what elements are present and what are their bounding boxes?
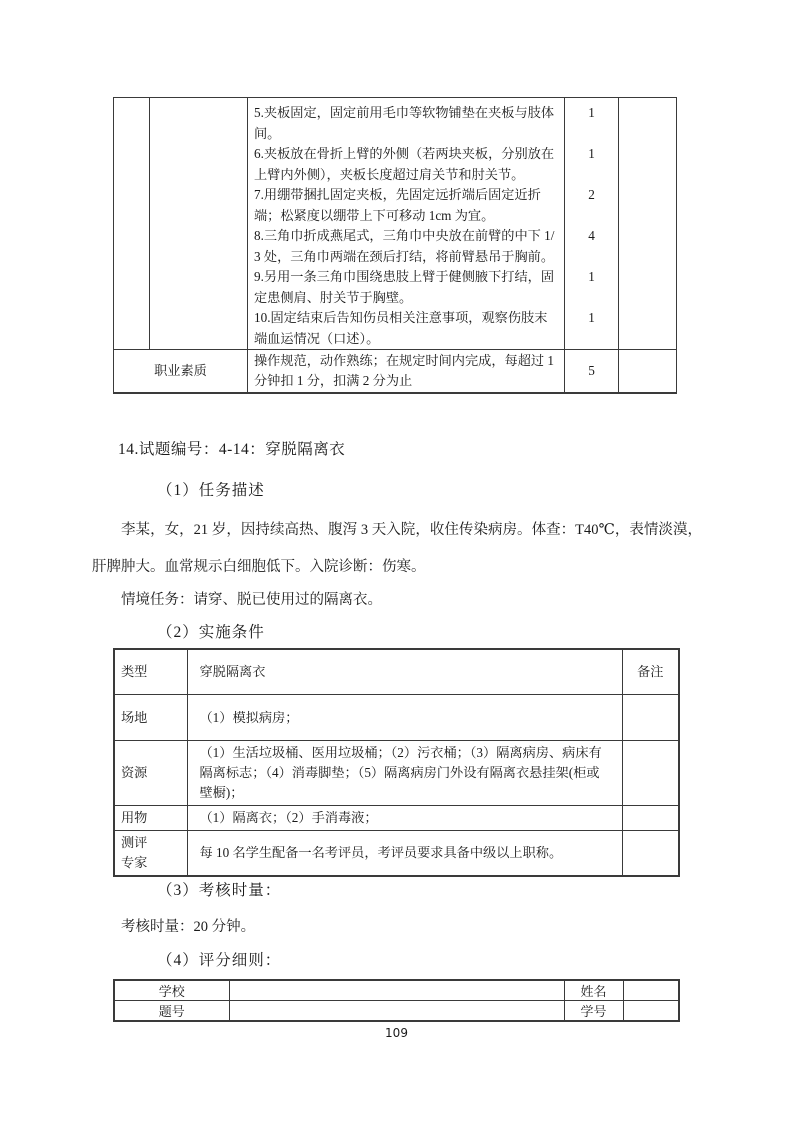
empty-cell	[619, 98, 677, 145]
note-cell	[622, 831, 679, 877]
page-number: 109	[385, 1026, 408, 1040]
conditions-table	[113, 648, 680, 877]
empty-cell	[114, 308, 150, 350]
step-text: 5.夹板固定，固定前用毛巾等软物铺垫在夹板与肢体间。	[248, 98, 565, 145]
name-value	[623, 980, 679, 1001]
empty-cell	[619, 185, 677, 226]
table-row	[114, 980, 679, 1001]
step-text: 9.另用一条三角巾围绕患肢上臂于健侧腋下打结，固定患侧肩、肘关节于胸壁。	[248, 267, 565, 308]
empty-cell	[150, 98, 248, 145]
quality-text: 操作规范，动作熟练；在规定时间内完成，每超过 1 分钟扣 1 分，扣满 2 分为止	[248, 350, 565, 394]
step-score: 1	[565, 98, 619, 145]
step-text: 10.固定结束后告知伤员相关注意事项，观察伤肢末端血运情况（口述）。	[248, 308, 565, 350]
question-value	[229, 1001, 564, 1022]
type-header: 类型	[114, 649, 187, 695]
conditions-heading: （2）实施条件	[157, 624, 265, 641]
quality-label: 职业素质	[114, 350, 248, 394]
student-id-label: 学号	[564, 1001, 623, 1022]
title-header: 穿脱隔离衣	[187, 649, 622, 695]
empty-cell	[150, 226, 248, 267]
task-paragraph: 李某，女，21 岁，因持续高热、腹泻 3 天入院，收住传染病房。体查：T40℃，表情淡漠，肝脾肿大。血常规示白细胞低下。入院诊断：伤寒。	[92, 522, 702, 575]
empty-cell	[619, 308, 677, 350]
time-heading: （3）考核时量：	[157, 882, 282, 899]
empty-cell	[150, 144, 248, 185]
row-label: 场地	[114, 695, 187, 741]
step-score: 4	[565, 226, 619, 267]
table-row	[114, 741, 679, 806]
step-row	[114, 226, 677, 267]
row-content: （1）模拟病房；	[187, 695, 622, 741]
quality-score: 5	[565, 350, 619, 394]
row-content: （1）生活垃圾桶、医用垃圾桶；（2）污衣桶；（3）隔离病房、病床有隔离标志；（4）消毒脚垫；（5）隔离病房门外设有隔离衣悬挂架(柜或壁橱)；	[187, 741, 622, 806]
time-text: 考核时量：20 分钟。	[121, 919, 256, 935]
empty-cell	[150, 267, 248, 308]
table-row	[114, 1001, 679, 1022]
row-label: 用物	[114, 806, 187, 831]
empty-cell	[114, 144, 150, 185]
note-cell	[622, 806, 679, 831]
note-cell	[622, 741, 679, 806]
empty-cell	[619, 267, 677, 308]
empty-cell	[114, 185, 150, 226]
row-label-text: 测评专家	[121, 835, 148, 870]
question-label: 题号	[114, 1001, 229, 1022]
empty-cell	[619, 226, 677, 267]
step-row	[114, 144, 677, 185]
row-content: （1）隔离衣；（2）手消毒液；	[187, 806, 622, 831]
school-value	[229, 980, 564, 1001]
step-row	[114, 267, 677, 308]
empty-cell	[619, 350, 677, 394]
empty-cell	[114, 98, 150, 145]
scoring-rules-heading: （4）评分细则：	[157, 952, 282, 969]
name-label: 姓名	[564, 980, 623, 1001]
step-score: 1	[565, 267, 619, 308]
row-label	[114, 831, 187, 877]
step-text: 6.夹板放在骨折上臂的外侧（若两块夹板，分别放在上臂内外侧），夹板长度超过肩关节和肘关节。	[248, 144, 565, 185]
empty-cell	[150, 185, 248, 226]
section-heading: 14.试题编号：4-14：穿脱隔离衣	[118, 441, 346, 458]
empty-cell	[619, 144, 677, 185]
row-content: 每 10 名学生配备一名考评员，考评员要求具备中级以上职称。	[187, 831, 622, 877]
step-text: 8.三角巾折成燕尾式，三角巾中央放在前臂的中下 1/3 处，三角巾两端在颈后打结，将前臂悬吊于胸前。	[248, 226, 565, 267]
step-row	[114, 308, 677, 350]
scenario-paragraph: 情境任务：请穿、脱已使用过的隔离衣。	[121, 592, 382, 608]
conditions-header-row	[114, 649, 679, 695]
table-row	[114, 695, 679, 741]
step-score: 1	[565, 308, 619, 350]
note-header: 备注	[622, 649, 679, 695]
empty-cell	[150, 308, 248, 350]
step-row	[114, 185, 677, 226]
scoring-table	[113, 97, 677, 394]
step-text: 7.用绷带捆扎固定夹板，先固定远折端后固定近折端；松紧度以绷带上下可移动 1cm 为宜。	[248, 185, 565, 226]
table-row	[114, 806, 679, 831]
table-row	[114, 831, 679, 877]
note-cell	[622, 695, 679, 741]
empty-cell	[114, 226, 150, 267]
info-table	[113, 979, 680, 1022]
step-row	[114, 98, 677, 145]
step-score: 1	[565, 144, 619, 185]
task-heading: （1）任务描述	[157, 482, 265, 499]
student-id-value	[623, 1001, 679, 1022]
row-label: 资源	[114, 741, 187, 806]
school-label: 学校	[114, 980, 229, 1001]
step-score: 2	[565, 185, 619, 226]
quality-row	[114, 350, 677, 394]
empty-cell	[114, 267, 150, 308]
